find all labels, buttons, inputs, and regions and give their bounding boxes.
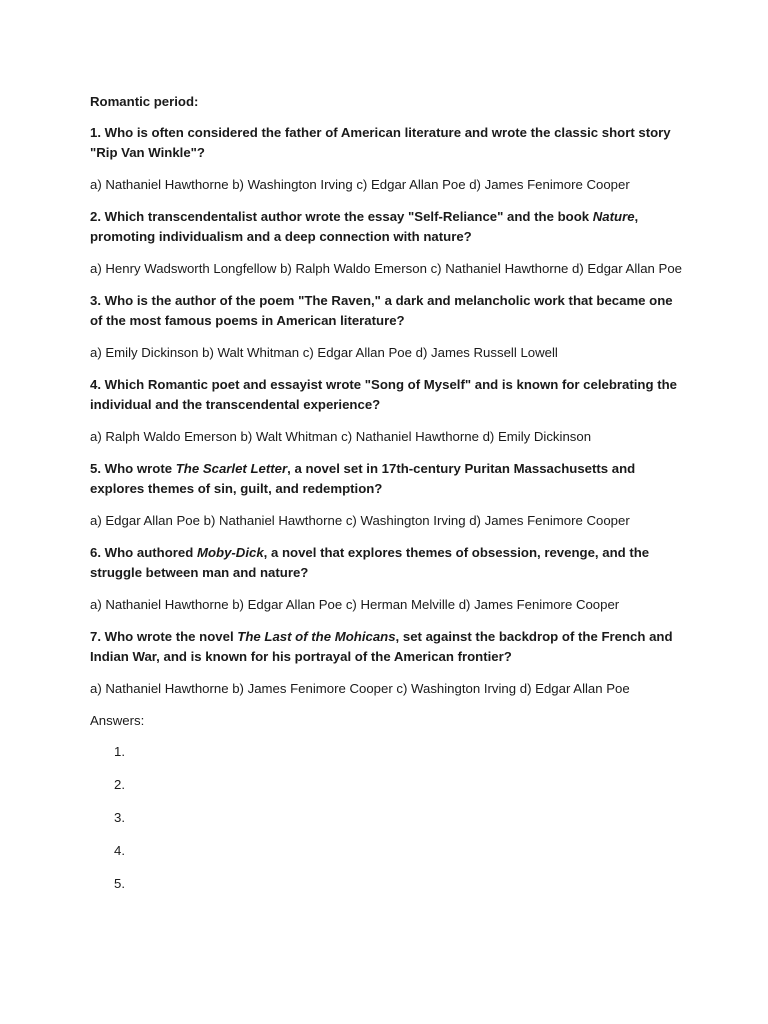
question-7-text-end: , set against the backdrop of the French and Indian War, and is known for his portrayal of the American frontier? xyxy=(90,629,673,664)
question-7-options: a) Nathaniel Hawthorne b) James Fenimore Cooper c) Washington Irving d) Edgar Allan Poe xyxy=(90,681,630,696)
question-1 xyxy=(90,123,682,163)
question-2-title: Nature xyxy=(592,209,635,224)
question-3-text: 3. Who is the author of the poem "The Raven," a dark and melancholic work that became one of the most famous poems in American literature? xyxy=(90,293,673,328)
question-2 xyxy=(90,207,682,247)
answer-list xyxy=(90,742,682,907)
question-5-text-end: , a novel set in 17th-century Puritan Massachusetts and explores themes of sin, guilt, and redemption? xyxy=(90,461,636,496)
question-4 xyxy=(90,375,682,415)
question-2-options: a) Henry Wadsworth Longfellow b) Ralph Waldo Emerson c) Nathaniel Hawthorne d) Edgar Allan Poe xyxy=(90,261,683,276)
question-7-title: The Last of the Mohicans xyxy=(237,629,396,644)
question-1-options: a) Nathaniel Hawthorne b) Washington Irving c) Edgar Allan Poe d) James Fenimore Cooper xyxy=(90,177,630,192)
question-5 xyxy=(90,459,682,499)
question-5-text-start: 5. Who wrote xyxy=(90,461,176,476)
question-4-options: a) Ralph Waldo Emerson b) Walt Whitman c) Nathaniel Hawthorne d) Emily Dickinson xyxy=(90,429,592,444)
question-1-text: 1. Who is often considered the father of American literature and wrote the classic short story "Rip Van Winkle"? xyxy=(90,125,671,160)
question-6-title: Moby-Dick xyxy=(196,545,264,560)
question-6-text-end: , a novel that explores themes of obsession, revenge, and the struggle between man and nature? xyxy=(90,545,650,580)
section-heading: Romantic period: xyxy=(90,94,199,109)
question-6-options: a) Nathaniel Hawthorne b) Edgar Allan Poe c) Herman Melville d) James Fenimore Cooper xyxy=(90,597,620,612)
question-2-text-start: 2. Which transcendentalist author wrote the essay "Self-Reliance" and the book xyxy=(90,209,593,224)
question-5-title: The Scarlet Letter xyxy=(175,461,288,476)
question-5-options: a) Edgar Allan Poe b) Nathaniel Hawthorne c) Washington Irving d) James Fenimore Cooper xyxy=(90,513,630,528)
question-7 xyxy=(90,627,682,667)
answer-item-3: 3. xyxy=(114,810,125,825)
question-3 xyxy=(90,291,682,331)
question-7-text-start: 7. Who wrote the novel xyxy=(90,629,238,644)
question-2-text-end: , promoting individualism and a deep connection with nature? xyxy=(90,209,639,244)
document-content xyxy=(90,92,682,907)
answer-item-5: 5. xyxy=(114,876,125,891)
answer-item-2: 2. xyxy=(114,777,125,792)
question-4-text: 4. Which Romantic poet and essayist wrote "Song of Myself" and is known for celebrating the individual and the transcendental experience? xyxy=(90,377,677,412)
question-3-options: a) Emily Dickinson b) Walt Whitman c) Edgar Allan Poe d) James Russell Lowell xyxy=(90,345,558,360)
answers-heading: Answers: xyxy=(90,713,145,728)
question-6 xyxy=(90,543,682,583)
question-6-text-start: 6. Who authored xyxy=(90,545,197,560)
answer-item-4: 4. xyxy=(114,843,125,858)
answer-item-1: 1. xyxy=(114,744,125,759)
